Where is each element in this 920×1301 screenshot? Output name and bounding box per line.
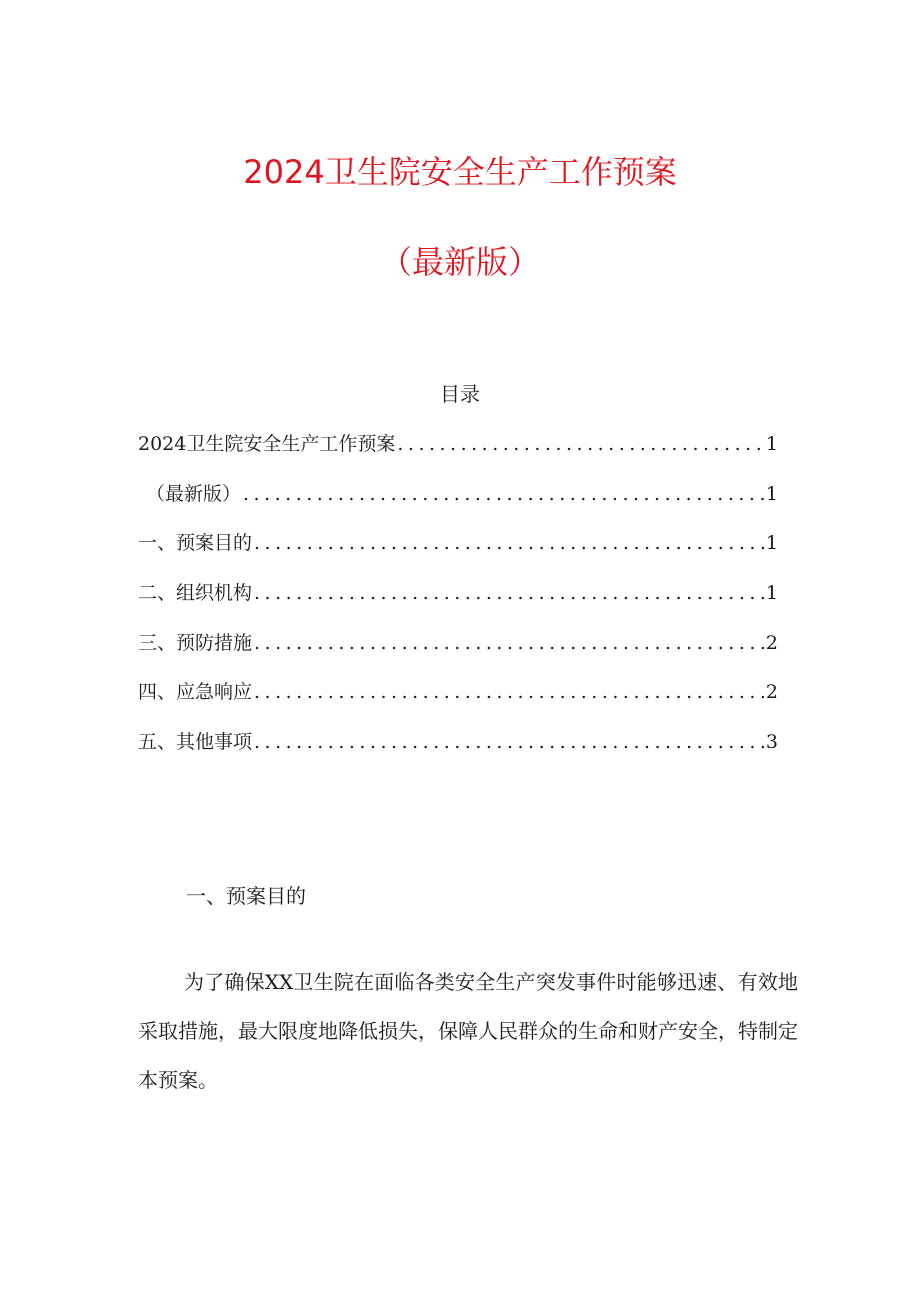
toc-entry-label: 一、预案目的 — [138, 532, 253, 555]
toc-entry[interactable] — [138, 579, 778, 629]
toc-entry-page: 1 — [765, 482, 778, 505]
toc-entry-label: （最新版） — [146, 482, 242, 505]
toc-entry-page: 3 — [765, 731, 778, 754]
section-heading: 一、预案目的 — [186, 884, 306, 908]
toc-entry-page: 2 — [765, 631, 778, 654]
toc-dot-leader — [397, 430, 764, 458]
table-of-contents — [138, 430, 778, 778]
toc-entry-page: 1 — [765, 532, 778, 555]
toc-entry-page: 2 — [765, 681, 778, 704]
toc-dot-leader — [254, 529, 764, 557]
toc-entry[interactable] — [138, 629, 778, 679]
toc-heading: 目录 — [440, 382, 480, 406]
toc-entry-label: 2024卫生院安全生产工作预案 — [138, 433, 396, 455]
toc-dot-leader — [254, 629, 764, 657]
toc-dot-leader — [254, 678, 764, 706]
toc-dot-leader — [254, 728, 764, 756]
toc-entry-label: 三、预防措施 — [138, 631, 253, 654]
document-title: 2024卫生院安全生产工作预案 — [243, 153, 677, 191]
toc-entry[interactable] — [138, 430, 778, 480]
document-subtitle: （最新版） — [379, 243, 540, 281]
toc-entry[interactable] — [138, 728, 778, 778]
toc-dot-leader — [243, 480, 764, 508]
toc-entry-label: 四、应急响应 — [138, 681, 253, 704]
toc-entry[interactable] — [138, 529, 778, 579]
toc-entry-page: 1 — [765, 582, 778, 605]
toc-entry-page: 1 — [765, 433, 778, 455]
toc-entry-label: 五、其他事项 — [138, 731, 253, 754]
toc-dot-leader — [254, 579, 764, 607]
toc-entry-label: 二、组织机构 — [138, 582, 253, 605]
toc-entry[interactable] — [138, 678, 778, 728]
toc-entry[interactable] — [138, 480, 778, 530]
body-paragraph: 为了确保XX卫生院在面临各类安全生产突发事件时能够迅速、有效地采取措施，最大限度地降低损失，保障人民群众的生命和财产安全，特制定本预案。 — [138, 970, 798, 1092]
